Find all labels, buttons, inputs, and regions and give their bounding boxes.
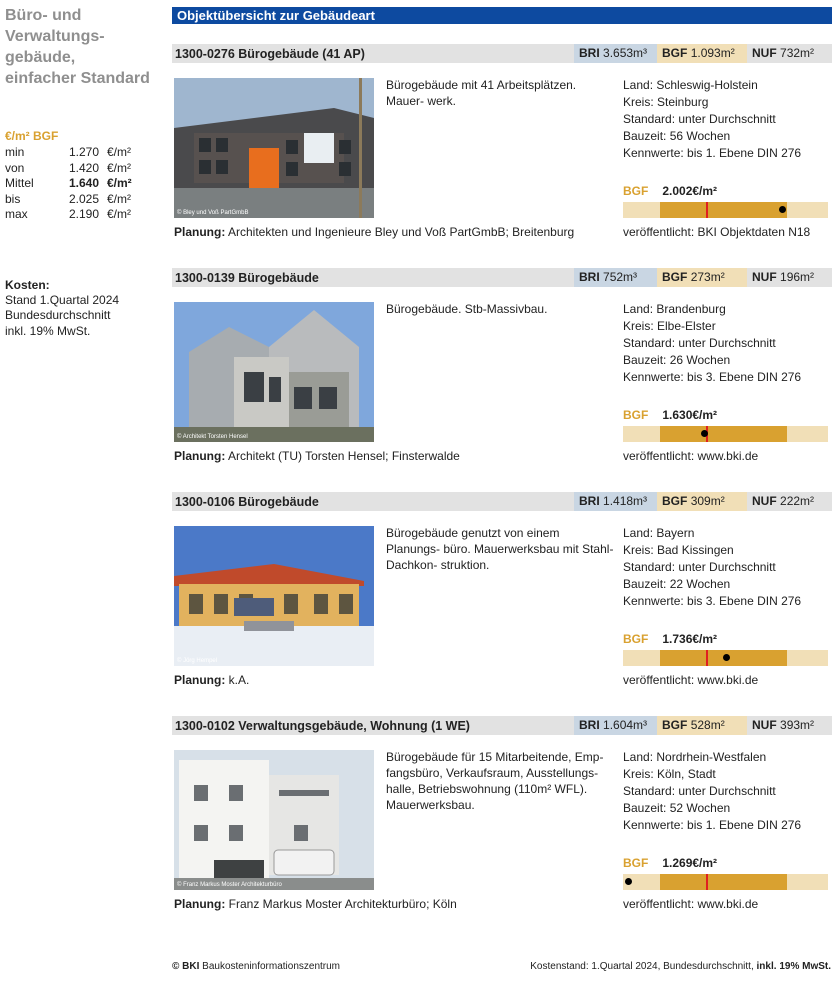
nuf-box — [747, 716, 832, 735]
object-entry — [172, 44, 832, 244]
planung-label: Planung: — [174, 225, 226, 239]
published-source: veröffentlicht: BKI Objektdaten N18 — [623, 225, 811, 239]
bgf-value: 273m² — [690, 270, 725, 284]
object-description: Bürogebäude. Stb-Massivbau. — [386, 302, 548, 316]
planung-label: Planung: — [174, 897, 226, 911]
planung — [174, 897, 457, 911]
bri-box — [574, 44, 657, 63]
stat-unit: €/m² — [107, 160, 131, 175]
nuf-label: NUF — [752, 494, 777, 508]
fact-line: Bauzeit: 22 Wochen — [623, 577, 731, 591]
bgf-label: BGF — [662, 46, 688, 60]
bgf-box — [657, 268, 747, 287]
published-source: veröffentlicht: www.bki.de — [623, 897, 759, 911]
fact-line: Bauzeit: 52 Wochen — [623, 801, 731, 815]
stat-unit: €/m² — [107, 191, 131, 206]
bgf-label: BGF — [662, 270, 688, 284]
cost-range-bar — [623, 202, 828, 218]
stat-bis — [5, 192, 155, 208]
building-photo — [174, 78, 374, 218]
bgf-cost-value: 1.269€/m² — [662, 856, 718, 870]
fact-line: Land: Schleswig-Holstein — [623, 78, 758, 92]
title-line: Büro- und — [5, 7, 82, 24]
object-header — [172, 44, 832, 63]
kosten-heading: Kosten: — [5, 277, 50, 292]
object-title: 1300-0102 Verwaltungsgebäude, Wohnung (1 WE) — [175, 718, 470, 733]
stat-min — [5, 145, 155, 161]
kosten-line: inkl. 19% MwSt. — [5, 323, 91, 338]
building-photo — [174, 750, 374, 890]
cost-mean-marker — [706, 650, 708, 666]
bgf-cost-label: BGF — [623, 856, 649, 870]
footer-copyright: © BKI — [172, 961, 200, 972]
nuf-value: 393m² — [780, 718, 815, 732]
fact-line: Kreis: Elbe-Elster — [623, 319, 716, 333]
fact-line: Kennwerte: bis 1. Ebene DIN 276 — [623, 146, 802, 160]
stat-label: min — [5, 145, 25, 159]
bgf-box — [657, 716, 747, 735]
object-entry — [172, 716, 832, 916]
bri-label: BRI — [579, 718, 600, 732]
fact-line: Standard: unter Durchschnitt — [623, 336, 776, 350]
bri-value: 1.418m³ — [603, 494, 648, 508]
object-entry — [172, 268, 832, 468]
stat-von — [5, 161, 155, 177]
bgf-box — [657, 44, 747, 63]
object-title: 1300-0139 Bürogebäude — [175, 270, 319, 285]
title-line: einfacher Standard — [5, 70, 150, 87]
stat-value: 1.420 — [68, 160, 99, 175]
nuf-value: 222m² — [780, 494, 815, 508]
fact-line: Kreis: Köln, Stadt — [623, 767, 716, 781]
photo-credit: © Jörg Hempel — [177, 658, 218, 664]
bgf-cost — [623, 632, 717, 646]
object-description: Bürogebäude mit 41 Arbeitsplätzen. Mauer- werk. — [386, 78, 577, 108]
fact-line: Standard: unter Durchschnitt — [623, 560, 776, 574]
bri-label: BRI — [579, 46, 600, 60]
fact-line: Standard: unter Durchschnitt — [623, 784, 776, 798]
object-header — [172, 492, 832, 511]
building-photo — [174, 526, 374, 666]
bgf-cost-value: 2.002€/m² — [662, 184, 718, 198]
nuf-box — [747, 268, 832, 287]
stat-label: von — [5, 160, 25, 175]
planung — [174, 225, 574, 239]
nuf-value: 732m² — [780, 46, 815, 60]
object-title: 1300-0106 Bürogebäude — [175, 494, 319, 509]
object-facts — [623, 749, 801, 834]
cost-object-marker — [701, 430, 708, 437]
cost-range-core — [660, 202, 787, 218]
fact-line: Kreis: Bad Kissingen — [623, 543, 734, 557]
footer-cost-state: Kostenstand: 1.Quartal 2024, Bundesdurchschnitt, — [530, 961, 754, 972]
nuf-box — [747, 492, 832, 511]
object-facts — [623, 525, 801, 610]
bgf-box — [657, 492, 747, 511]
nuf-value: 196m² — [780, 270, 815, 284]
fact-line: Land: Brandenburg — [623, 302, 726, 316]
planung — [174, 449, 460, 463]
title-line: Verwaltungs- — [5, 28, 105, 45]
stat-unit: €/m² — [107, 176, 132, 190]
planung — [174, 673, 249, 687]
bri-box — [574, 268, 657, 287]
cost-mean-marker — [706, 874, 708, 890]
nuf-box — [747, 44, 832, 63]
photo-credit: © Architekt Torsten Hensel — [177, 434, 248, 440]
stat-value: 1.640 — [68, 176, 99, 190]
bgf-value: 1.093m² — [690, 46, 735, 60]
bgf-cost — [623, 856, 717, 870]
bri-box — [574, 716, 657, 735]
object-description: Bürogebäude genutzt von einem Planungs- büro. Mauerwerksbau mit Stahl-Dachkon- struktion. — [386, 526, 614, 572]
stat-unit: €/m² — [107, 145, 131, 159]
nuf-label: NUF — [752, 270, 777, 284]
bri-value: 1.604m³ — [603, 718, 648, 732]
stat-mittel — [5, 176, 155, 192]
stat-value: 2.190 — [68, 207, 99, 221]
cost-range-bar — [623, 650, 828, 666]
planung-value: Franz Markus Moster Architekturbüro; Köln — [228, 897, 457, 911]
fact-line: Bauzeit: 56 Wochen — [623, 129, 731, 143]
bgf-label: BGF — [662, 494, 688, 508]
stat-value: 1.270 — [68, 145, 99, 159]
planung-value: k.A. — [228, 673, 250, 687]
photo-credit: © Bley und Voß PartGmbB — [177, 210, 249, 216]
bri-value: 752m³ — [603, 270, 638, 284]
stat-value: 2.025 — [68, 191, 99, 206]
cost-range-bar — [623, 874, 828, 890]
kosten-line: Stand 1.Quartal 2024 — [5, 292, 120, 307]
fact-line: Land: Bayern — [623, 526, 695, 540]
published-source: veröffentlicht: www.bki.de — [623, 673, 759, 687]
nuf-label: NUF — [752, 718, 777, 732]
kosten-line: Bundesdurchschnitt — [5, 308, 111, 322]
bgf-cost-label: BGF — [623, 632, 649, 646]
stat-max — [5, 207, 155, 223]
stat-label: Mittel — [5, 176, 34, 190]
bgf-cost-value: 1.630€/m² — [662, 408, 718, 422]
nuf-label: NUF — [752, 46, 777, 60]
bri-value: 3.653m³ — [603, 46, 648, 60]
bri-label: BRI — [579, 494, 600, 508]
bgf-cost-value: 1.736€/m² — [662, 632, 718, 646]
cost-mean-marker — [706, 202, 708, 218]
bri-box — [574, 492, 657, 511]
sidebar — [5, 5, 155, 339]
bri-label: BRI — [579, 270, 600, 284]
bgf-cost — [623, 408, 717, 422]
bgf-cost — [623, 184, 717, 198]
object-description: Bürogebäude für 15 Mitarbeitende, Emp- fangsbüro, Verkaufsraum, Ausstellungs- halle, Betriebswohnung (110m² WFL). Mauerwerksbau. — [386, 750, 604, 812]
planung-value: Architekten und Ingenieure Bley und Voß PartGmbB; Breitenburg — [228, 225, 575, 239]
footer-org: Baukosteninformationszentrum — [202, 961, 341, 972]
cost-range-core — [660, 874, 787, 890]
cost-stats — [5, 145, 155, 223]
fact-line: Standard: unter Durchschnitt — [623, 112, 776, 126]
footer-vat: inkl. 19% MwSt. — [756, 961, 831, 972]
section-title: Objektübersicht zur Gebäudeart — [172, 7, 832, 24]
bgf-label: BGF — [662, 718, 688, 732]
object-entry — [172, 492, 832, 692]
fact-line: Bauzeit: 26 Wochen — [623, 353, 731, 367]
fact-line: Kennwerte: bis 3. Ebene DIN 276 — [623, 594, 802, 608]
fact-line: Kennwerte: bis 3. Ebene DIN 276 — [623, 370, 802, 384]
photo-credit: © Franz Markus Moster Architekturbüro — [177, 882, 282, 888]
cost-range-core — [660, 426, 787, 442]
object-title: 1300-0276 Bürogebäude (41 AP) — [175, 46, 365, 61]
object-header — [172, 268, 832, 287]
object-facts — [623, 301, 801, 386]
stat-unit: €/m² — [107, 207, 131, 221]
building-type-title — [5, 5, 155, 89]
object-header — [172, 716, 832, 735]
bgf-value: 528m² — [690, 718, 725, 732]
bgf-heading: €/m² BGF — [5, 129, 59, 143]
bgf-cost-label: BGF — [623, 184, 649, 198]
published-source: veröffentlicht: www.bki.de — [623, 449, 759, 463]
title-line: gebäude, — [5, 49, 76, 66]
cost-object-marker — [779, 206, 786, 213]
planung-value: Architekt (TU) Torsten Hensel; Finsterwalde — [228, 449, 460, 463]
object-facts — [623, 77, 801, 162]
fact-line: Kennwerte: bis 1. Ebene DIN 276 — [623, 818, 802, 832]
stat-label: max — [5, 207, 28, 221]
stat-label: bis — [5, 191, 21, 206]
footer-left — [172, 961, 340, 972]
fact-line: Kreis: Steinburg — [623, 95, 709, 109]
building-photo — [174, 302, 374, 442]
fact-line: Land: Nordrhein-Westfalen — [623, 750, 767, 764]
bgf-value: 309m² — [690, 494, 725, 508]
footer-right — [530, 961, 831, 972]
planung-label: Planung: — [174, 673, 226, 687]
planung-label: Planung: — [174, 449, 226, 463]
cost-range-bar — [623, 426, 828, 442]
cost-object-marker — [625, 878, 632, 885]
bgf-cost-label: BGF — [623, 408, 649, 422]
